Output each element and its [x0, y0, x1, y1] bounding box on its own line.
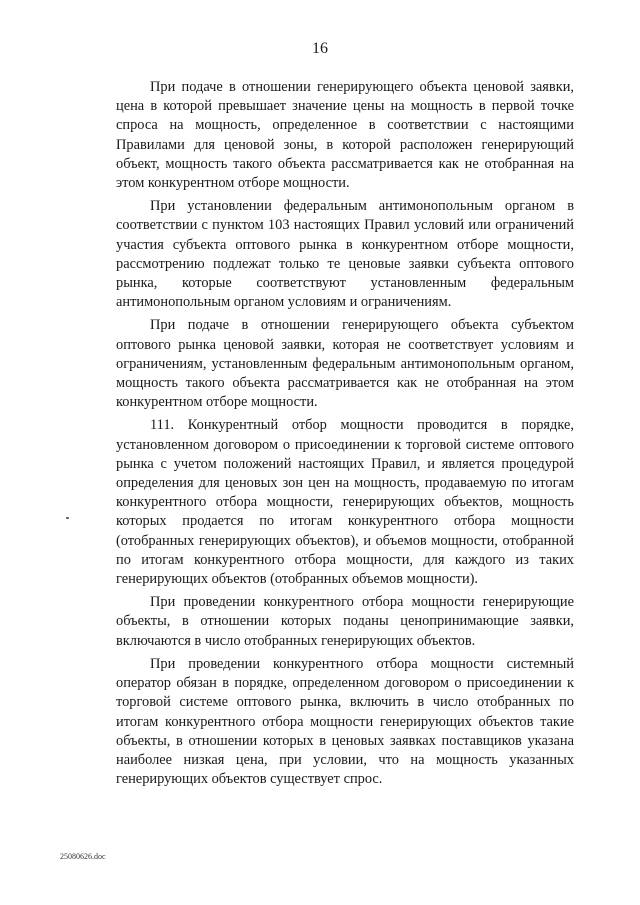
footer-file-name: 25080626.doc [60, 852, 106, 861]
page-number: 16 [312, 40, 328, 57]
paragraph-price-bid-exceeds: При подаче в отношении генерирующего объекта ценовой заявки, цена в которой превышает значение цены на мощность в первой точке спроса на мощность, определенное в соответствии с настоящими Правилами для ценовой зоны, в которой расположен генерирующий объект, мощность такого объекта рассматривается как не отобранная на этом конкурентном отборе мощности. [116, 79, 574, 192]
paragraph-system-operator: При проведении конкурентного отбора мощности системный оператор обязан в порядке, определенном договором о присоединении к торговой системе оптового рынка, включить в число отобранных по итогам конкурентного отбора мощности генерирующих объектов такие объекты, в отношении которых в ценовых заявках поставщиков указана наиболее низкая цена, при условии, что на мощность указанных генерирующих объектов существует спрос. [116, 655, 574, 788]
paragraph-clause-111: 111. Конкурентный отбор мощности проводится в порядке, установленном договором о присоединении к торговой системе оптового рынка с учетом положений настоящих Правил, и является процедурой определения для ценовых зон цен на мощность, продаваемую по итогам конкурентного отбора мощности, генерирующих объектов, мощность которых продается по итогам конкурентного отбора мощности (отобранных генерирующих объектов), и объемов мощности, отобранной по итогам конкурентного отбора мощности, для каждого из таких генерирующих объектов (отобранных объемов мощности). [116, 417, 574, 588]
scan-speck [66, 517, 69, 519]
paragraph-antimonopoly-conditions: При установлении федеральным антимонопольным органом в соответствии с пунктом 103 настоящих Правил условий или ограничений участия субъекта оптового рынка в конкурентном отборе мощности, рассмотрению подлежат только те ценовые заявки субъекта оптового рынка, которые соответствуют установленным федеральным антимонопольным органом условиям и ограничениям. [116, 198, 574, 311]
paragraph-nonconforming-bid: При подаче в отношении генерирующего объекта субъектом оптового рынка ценовой заявки, которая не соответствует условиям и ограничениям, установленным федеральным антимонопольным органом, мощность такого объекта рассматривается как не отобранная на этом конкурентном отборе мощности. [116, 317, 574, 411]
paragraph-price-taking-bids: При проведении конкурентного отбора мощности генерирующие объекты, в отношении которых поданы ценопринимающие заявки, включаются в число отобранных генерирующих объектов. [116, 594, 574, 649]
document-body [116, 78, 574, 789]
